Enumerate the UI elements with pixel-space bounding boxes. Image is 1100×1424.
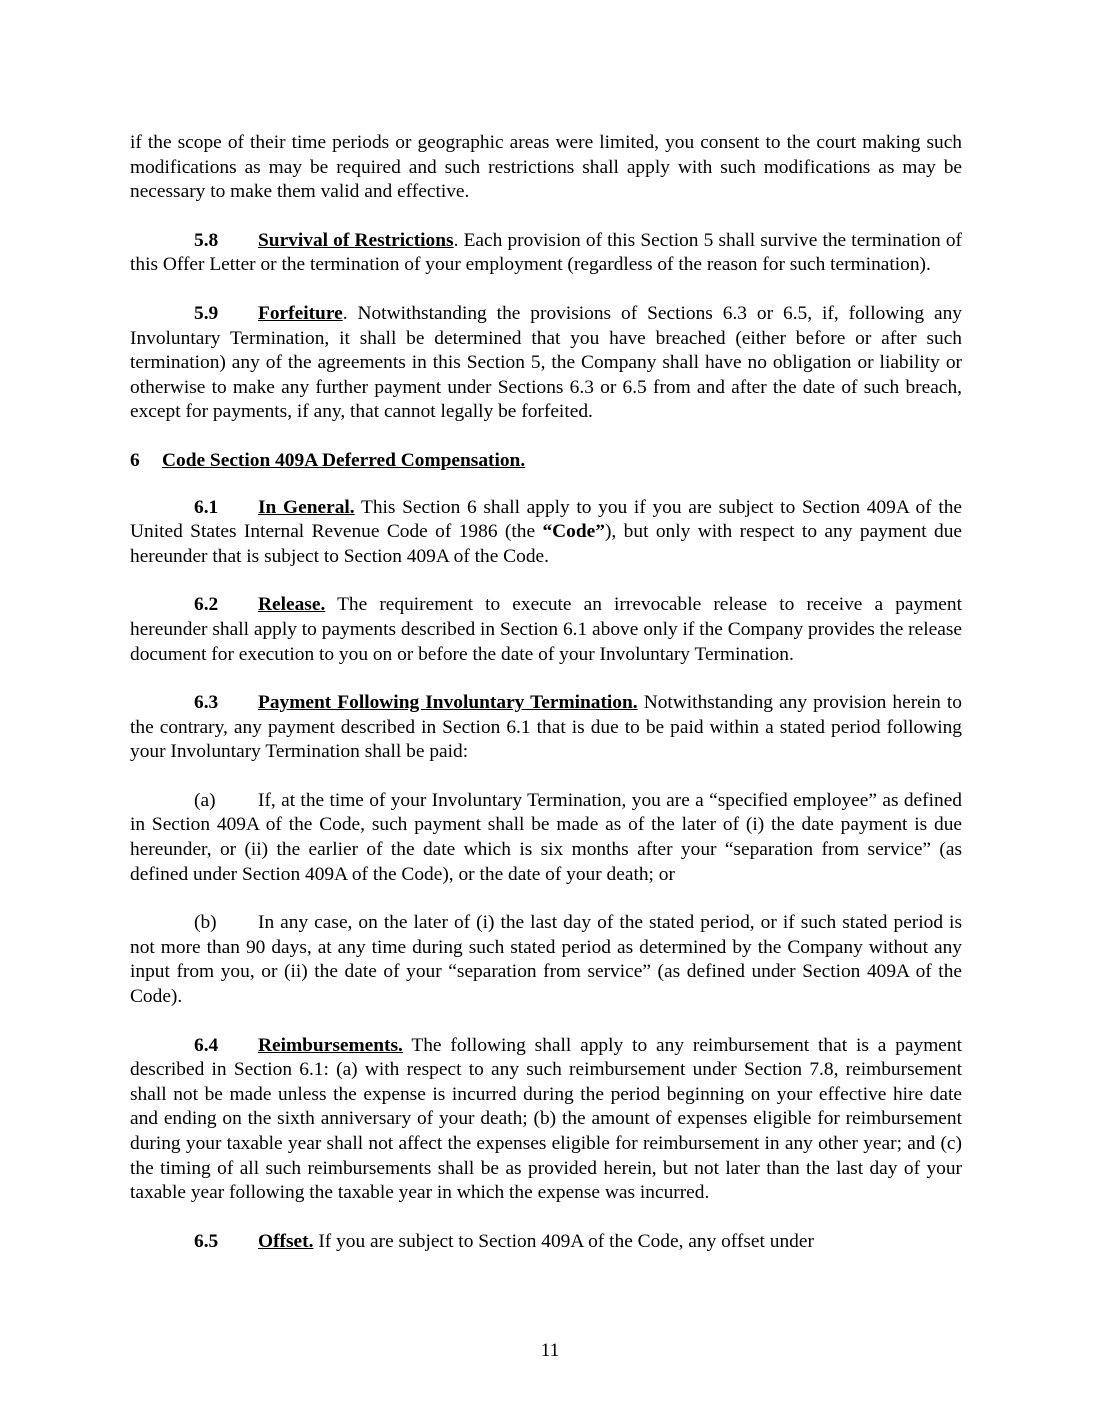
heading-offset: Offset. [258, 1230, 314, 1252]
heading-release: Release. [258, 594, 326, 616]
subsection-label-a: (a) [194, 789, 216, 811]
paragraph-6-3-b [130, 911, 962, 1009]
body-6-3: Notwithstanding any provision herein to the contrary, any payment described in Section 6.1 that is due to be paid within a stated period following your Involuntary Termination shall be paid: [130, 692, 962, 763]
section-number-5-8: 5.8 [194, 229, 219, 251]
body-6-4: The following shall apply to any reimbursement that is a payment described in Section 6.1: (a) with respect to any such reimbursement under Section 7.8, reimbursement shall not be made unless the expense is incurred during the period beginning on your effective hire date and ending on the sixth anniversary of your death; (b) the amount of expenses eligible for reimbursement during your taxable year shall not affect the expenses eligible for reimbursement in any other year; and (c) the timing of all such reimbursements shall be as provided herein, but not later than the last day of your taxable year following the taxable year in which the expense was incurred. [130, 1034, 962, 1204]
section-number-6-2: 6.2 [194, 594, 219, 616]
subsection-label-b: (b) [194, 912, 217, 934]
section-number-6: 6 [130, 449, 140, 471]
heading-survival-of-restrictions: Survival of Restrictions [258, 229, 454, 251]
section-number-6-4: 6.4 [194, 1034, 219, 1056]
section-number-5-9: 5.9 [194, 302, 219, 324]
section-number-6-1: 6.1 [194, 496, 219, 518]
document-page [130, 131, 962, 1278]
body-6-2: The requirement to execute an irrevocable release to receive a payment hereunder shall apply to payments described in Section 6.1 above only if the Company provides the release document for execution to you on or before the date of your Involuntary Termination. [130, 594, 962, 665]
paragraph-intro: if the scope of their time periods or geographic areas were limited, you consent to the court making such modifications as may be required and such restrictions shall apply with such modifications as may be necessary to make them valid and effective. [130, 132, 962, 203]
heading-payment-following-involuntary-termination: Payment Following Involuntary Termination. [258, 692, 638, 714]
body-6-3-b: In any case, on the later of (i) the last day of the stated period, or if such stated period is not more than 90 days, at any time during such stated period as determined by the Company without any input from you, or (ii) the date of your “separation from service” (as defined under Section 409A of the Code). [130, 912, 962, 1008]
paragraph-6-3 [130, 691, 962, 765]
paragraph-6-2 [130, 593, 962, 667]
section-number-6-3: 6.3 [194, 692, 219, 714]
heading-reimbursements: Reimbursements. [258, 1034, 403, 1056]
body-5-9: . Notwithstanding the provisions of Sections 6.3 or 6.5, if, following any Involuntary Termination, it shall be determined that you have breached (either before or after such termination) any of the agreements in this Section 5, the Company shall have no obligation or liability or otherwise to make any further payment under Sections 6.3 or 6.5 from and after the date of such breach, except for payments, if any, that cannot legally be forfeited. [130, 302, 962, 423]
heading-forfeiture: Forfeiture [258, 302, 343, 324]
paragraph-6-4 [130, 1034, 962, 1206]
body-6-5: If you are subject to Section 409A of the Code, any offset under [313, 1230, 814, 1252]
heading-in-general: In General. [258, 496, 355, 518]
paragraph-5-9 [130, 302, 962, 425]
body-6-3-a: If, at the time of your Involuntary Termination, you are a “specified employee” as defined in Section 409A of the Code, such payment shall be made as of the later of (i) the date payment is due hereunder, or (ii) the earlier of the date which is six months after your “separation from service” (as defined under Section 409A of the Code), or the date of your death; or [130, 789, 962, 885]
body-5-8: . Each provision of this Section 5 shall survive the termination of this Offer Letter or the termination of your employment (regardless of the reason for such termination). [130, 229, 962, 276]
section-title-6: Code Section 409A Deferred Compensation. [162, 449, 526, 471]
page-number: 11 [540, 1340, 560, 1361]
paragraph-5-8 [130, 229, 962, 278]
body-6-1-b: ), but only with respect to any payment due hereunder that is subject to Section 409A of the Code. [130, 521, 962, 567]
paragraph-6-3-a [130, 789, 962, 887]
paragraph-6-5 [130, 1230, 962, 1255]
section-number-6-5: 6.5 [194, 1230, 219, 1252]
paragraph-6-1 [130, 496, 962, 570]
section-6-heading [130, 449, 962, 474]
defined-term-code: “Code” [542, 521, 605, 543]
body-6-1-a: This Section 6 shall apply to you if you are subject to Section 409A of the United States Internal Revenue Code of 1986 (the [130, 496, 963, 543]
